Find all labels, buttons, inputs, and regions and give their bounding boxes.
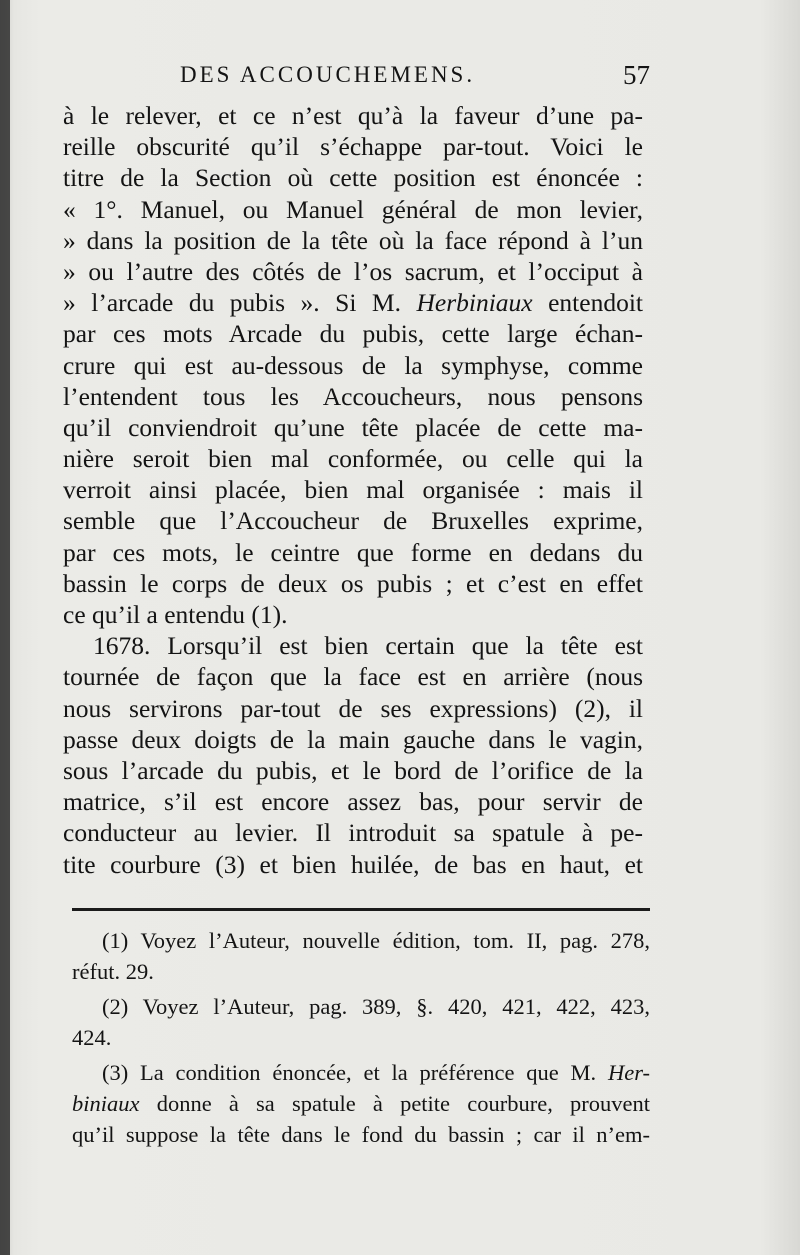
page-header [170, 60, 660, 100]
text-line: » ou l’autre des côtés de l’os sacrum, et l’occiput à [63, 256, 643, 286]
footnote-2: (2) Voyez l’Auteur, pag. 389, §. 420, 421, 422, 423, [102, 994, 650, 1019]
text-line: » dans la position de la tête où la face répond à l’un [63, 225, 643, 255]
footnote-3 [72, 1057, 650, 1088]
main-text [63, 100, 643, 880]
text-line: par ces mots, le ceintre que forme en dedans du [63, 537, 643, 567]
text-segment: (3) La condition énoncée, et la préférence que M. [102, 1060, 608, 1085]
text-line: nous servirons par-tout de ses expressions) (2), il [63, 693, 643, 723]
author-name-italic: Herbiniaux [416, 288, 533, 318]
text-line: l’entendent tous les Accoucheurs, nous pensons [63, 381, 643, 411]
text-line: passe deux doigts de la main gauche dans le vagin, [63, 724, 643, 754]
author-name-italic: Her- [607, 1060, 650, 1085]
text-segment: » l’arcade du pubis ». Si M. [63, 288, 417, 318]
footnote-3-continuation [72, 1088, 650, 1119]
text-line: à le relever, et ce n’est qu’à la faveur d’une pa- [63, 101, 643, 130]
page-number: 57 [623, 60, 650, 90]
running-title: DES ACCOUCHEMENS. [180, 62, 476, 87]
footnote-3-continuation: qu’il suppose la tête dans le fond du bassin ; car il n’em- [72, 1122, 650, 1147]
text-line: qu’il conviendroit qu’une tête placée de cette ma- [63, 412, 643, 442]
text-line: verroit ainsi placée, bien mal organisée : mais il [63, 475, 643, 505]
text-line: titre de la Section où cette position est énoncée : [63, 163, 643, 193]
text-line: sous l’arcade du pubis, et le bord de l’orifice de la [63, 755, 643, 785]
text-line: matrice, s’il est encore assez bas, pour servir de [63, 787, 643, 817]
text-line: conducteur au levier. Il introduit sa spatule à pe- [63, 818, 643, 848]
text-line: bassin le corps de deux os pubis ; et c’est en effet [63, 568, 643, 598]
footnotes [72, 925, 650, 1150]
text-line: nière seroit bien mal conformée, ou celle qui la [63, 444, 643, 474]
text-line: tite courbure (3) et bien huilée, de bas en haut, et [63, 849, 643, 879]
text-line: semble que l’Accoucheur de Bruxelles exprime, [63, 506, 643, 536]
footnote-divider [72, 908, 650, 911]
footnote-1: (1) Voyez l’Auteur, nouvelle édition, tom. II, pag. 278, [102, 928, 650, 953]
text-line: « 1°. Manuel, ou Manuel général de mon levier, [63, 194, 643, 224]
text-segment: entendoit [532, 288, 644, 318]
footnote-2-continuation: 424. [72, 1025, 112, 1050]
paragraph-start-line: 1678. Lorsqu’il est bien certain que la tête est [93, 631, 643, 661]
text-line [63, 287, 643, 318]
footnote-1-continuation: réfut. 29. [72, 959, 154, 984]
text-line: crure qui est au-dessous de la symphyse, comme [63, 350, 643, 380]
text-line: par ces mots Arcade du pubis, cette large échan- [63, 319, 643, 349]
text-segment: donne à sa spatule à petite courbure, prouvent [139, 1091, 650, 1116]
text-line: reille obscurité qu’il s’échappe par-tout. Voici le [63, 132, 643, 162]
author-name-italic: biniaux [72, 1091, 140, 1116]
text-line: tournée de façon que la face est en arrière (nous [63, 662, 643, 692]
text-line: ce qu’il a entendu (1). [63, 600, 288, 629]
